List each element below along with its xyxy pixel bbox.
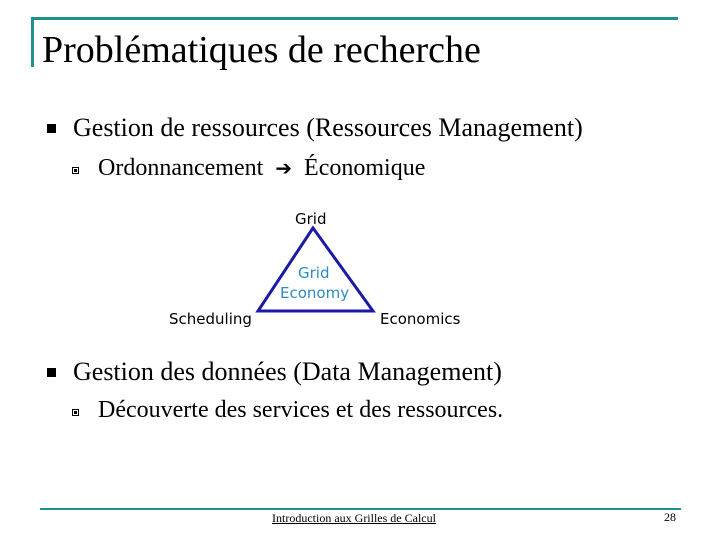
slide-title: Problématiques de recherche (42, 29, 481, 71)
sub-bullet-before: Ordonnancement (98, 155, 264, 181)
page-number: 28 (664, 510, 676, 524)
hollow-square-bullet-icon (72, 409, 79, 416)
footer-text: Introduction aux Grilles de Calcul (272, 511, 436, 525)
diagram-label-grid: Grid (295, 210, 327, 228)
right-arrow-icon: ➔ (275, 156, 293, 180)
diagram-label-economics: Economics (380, 310, 461, 328)
sub-bullet-discovery: Découverte des services et des ressources. (98, 397, 504, 423)
bullet-resources-management: Gestion de ressources (Ressources Management) (73, 113, 583, 142)
bullet-data-management: Gestion des données (Data Management) (73, 357, 502, 386)
sub-bullet-after: Économique (304, 155, 426, 181)
diagram-label-scheduling: Scheduling (169, 310, 252, 328)
footer-rule (40, 508, 681, 510)
diagram-center-label-grid: Grid (298, 264, 330, 282)
square-bullet-icon (47, 368, 56, 377)
diagram-center-label-economy: Economy (280, 284, 350, 302)
